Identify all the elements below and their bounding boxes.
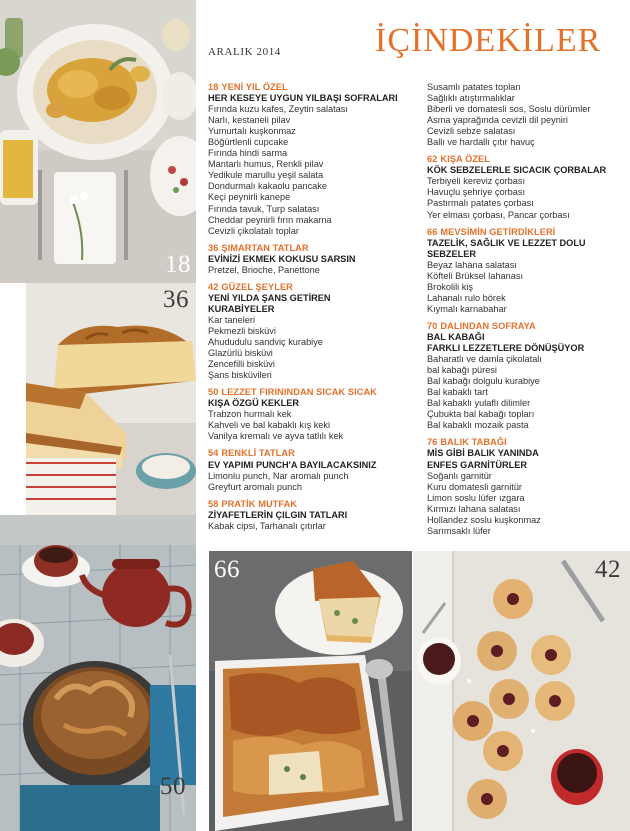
section-heading (427, 227, 622, 238)
recipe-item: Kuru domatesli garnitür (427, 481, 522, 492)
roast-chicken-illustration (0, 0, 196, 283)
recipe-item: Kar taneleri (208, 314, 255, 325)
recipe-item: Asma yaprağında cevizli dil peyniri (427, 115, 568, 126)
recipe-item: Yedikule marullu yeşil salata (208, 170, 324, 181)
recipe-item: Vanilya kremalı ve ayva tatlılı kek (208, 431, 344, 442)
toc-column-right (427, 82, 622, 543)
section-title: RENKLİ TATLAR (221, 448, 295, 459)
recipe-item: Cheddar peynirli fırın makarna (208, 214, 332, 225)
recipe-item: Sarımsaklı lüfer (427, 525, 491, 536)
section-heading (208, 448, 413, 459)
toc-section (208, 243, 413, 276)
section-title: PRATİK MUTFAK (221, 498, 298, 509)
recipe-item: Ahududulu sandviç kurabiye (208, 337, 323, 348)
section-subtitle: KURABİYELER (208, 303, 275, 314)
toc-section (427, 437, 622, 536)
recipe-item: Pekmezli bisküvi (208, 325, 276, 336)
recipe-item: Ballı ve hardallı çıtır havuç (427, 137, 535, 148)
section-title: LEZZET FIRININDAN SICAK SICAK (221, 387, 377, 398)
toc-column-left (208, 82, 413, 538)
section-subtitle: KÖK SEBZELERLE SICACIK ÇORBALAR (427, 165, 607, 176)
section-heading (208, 387, 413, 398)
page-number-50: 50 (160, 773, 186, 800)
page-number-18: 18 (165, 251, 191, 278)
recipe-item: Limon soslu lüfer ızgara (427, 492, 525, 503)
section-title: ŞIMARTAN TATLAR (221, 242, 309, 253)
section-title: BALIK TABAĞI (440, 437, 507, 448)
section-subtitle: YENİ YILDA ŞANS GETİREN (208, 292, 331, 303)
toc-section (208, 282, 413, 381)
section-heading (208, 243, 413, 254)
section-subtitle: HER KESEYE UYGUN YILBAŞI SOFRALARI (208, 93, 398, 104)
photo-brioche (26, 283, 196, 515)
section-subtitle: EV YAPIMI PUNCH'A BAYILACAKSINIZ (208, 459, 377, 470)
section-title: GÜZEL ŞEYLER (221, 281, 293, 292)
recipe-item: Köfteli Brüksel lahanası (427, 270, 524, 281)
recipe-item: Mantarlı humus, Renkli pilav (208, 159, 324, 170)
toc-section (208, 82, 413, 237)
section-page-number: 42 (208, 281, 219, 292)
photo-jam-cookies (413, 551, 630, 831)
recipe-item: Biberli ve domatesli sos, Soslu dürümler (427, 104, 591, 115)
recipe-item: Baharatlı ve damla çikolatalı (427, 354, 542, 365)
section-heading (208, 499, 413, 510)
recipe-item: Pretzel, Brioche, Panettone (208, 264, 320, 275)
recipe-item: Zencefilli bisküvi (208, 359, 275, 370)
recipe-item: Dondurmalı kakaolu pancake (208, 181, 327, 192)
recipe-item: Pastırmalı patates çorbası (427, 198, 534, 209)
section-page-number: 66 (427, 226, 438, 237)
recipe-item: Narlı, kestaneli pilav (208, 115, 291, 126)
section-page-number: 18 (208, 82, 219, 92)
toc-section (208, 499, 413, 532)
section-heading (208, 282, 413, 293)
recipe-item: Limonlu punch, Nar aromalı punch (208, 470, 349, 481)
recipe-item: Çubukta bal kabağı topları (427, 409, 535, 420)
toc-section (427, 321, 622, 431)
recipe-item: Yer elması çorbası, Pancar çorbası (427, 209, 570, 220)
section-page-number: 58 (208, 498, 219, 509)
recipe-item: Kıymalı karnabahar (427, 303, 507, 314)
recipe-item: Sağlıklı atıştırmalıklar (427, 93, 515, 104)
section-subtitle: ZİYAFETLERİN ÇILGIN TATLARI (208, 509, 348, 520)
recipe-item: Greyfurt aromalı punch (208, 481, 302, 492)
section-subtitle: MİS GİBİ BALIK YANINDA (427, 448, 539, 459)
section-heading (427, 321, 622, 332)
recipe-item: Brokolili kiş (427, 281, 473, 292)
recipe-item: Fırında hindi sarma (208, 148, 288, 159)
section-heading (427, 154, 622, 165)
page-number-42: 42 (595, 556, 621, 583)
recipe-item: Trabzon hurmalı kek (208, 409, 292, 420)
recipe-item: Glazürlü bisküvi (208, 348, 273, 359)
recipe-item: Böğürtlenli cupcake (208, 137, 289, 148)
section-title: KIŞA ÖZEL (440, 154, 490, 165)
recipe-item: Bal kabaklı yulaflı dilimler (427, 398, 531, 409)
section-page-number: 54 (208, 448, 219, 459)
recipe-item: Fırında kuzu kafes, Zeytin salatası (208, 104, 348, 115)
section-page-number: 76 (427, 437, 438, 448)
recipe-item: Kabak cipsi, Tarhanalı çıtırlar (208, 520, 326, 531)
section-subtitle: SEBZELER (427, 248, 477, 259)
section-subtitle: ENFES GARNİTÜRLER (427, 459, 528, 470)
section-subtitle: BAL KABAĞI (427, 331, 485, 342)
recipe-item: Terbiyeli kereviz çorbası (427, 176, 526, 187)
section-page-number: 50 (208, 387, 219, 398)
section-subtitle: TAZELİK, SAĞLIK VE LEZZET DOLU (427, 237, 586, 248)
recipe-item: Susamlı patates topları (427, 82, 521, 92)
recipe-item: Havuçlu şehriye çorbası (427, 187, 526, 198)
section-subtitle: EVİNİZİ EKMEK KOKUSU SARSIN (208, 253, 356, 264)
photo-roast-chicken (0, 0, 196, 283)
recipe-item: Kahveli ve bal kabaklı kış keki (208, 420, 331, 431)
section-page-number: 70 (427, 320, 438, 331)
page-number-36: 36 (163, 286, 189, 313)
borek-illustration (209, 551, 412, 831)
recipe-item: Hollandez soslu kuşkonmaz (427, 514, 541, 525)
recipe-item: Bal kabağı dolgulu kurabiye (427, 376, 540, 387)
cookies-illustration (413, 551, 630, 831)
section-page-number: 62 (427, 154, 438, 165)
toc-section (208, 448, 413, 492)
recipe-item: Lahanalı rulo börek (427, 292, 506, 303)
section-title: YENİ YIL ÖZEL (221, 82, 288, 92)
recipe-item: Bal kabaklı mozaik pasta (427, 420, 529, 431)
page-title: İÇİNDEKİLER (375, 22, 602, 59)
issue-date: ARALIK 2014 (208, 46, 281, 58)
photo-cake-and-tea (0, 515, 196, 831)
section-page-number: 36 (208, 242, 219, 253)
recipe-item: Kırmızı lahana salatası (427, 503, 521, 514)
section-subtitle: FARKLI LEZZETLERE DÖNÜŞÜYOR (427, 343, 585, 354)
recipe-item: Cevizli sebze salatası (427, 126, 516, 137)
recipe-item: Bal kabaklı tart (427, 387, 488, 398)
recipe-item: Soğanlı garnitür (427, 470, 492, 481)
section-heading (427, 437, 622, 448)
recipe-item: Şans bisküvileri (208, 370, 272, 381)
toc-section (208, 387, 413, 442)
section-heading (208, 82, 413, 93)
section-title: DALINDAN SOFRAYA (440, 320, 536, 331)
toc-section (427, 154, 622, 220)
recipe-item: Cevizli çikolatalı toplar (208, 225, 299, 236)
recipe-item: bal kabağı püresi (427, 365, 497, 376)
section-subtitle: KIŞA ÖZGÜ KEKLER (208, 398, 300, 409)
section-title: MEVSİMİN GETİRDİKLERİ (440, 226, 556, 237)
toc-continuation (427, 82, 622, 148)
recipe-item: Fırında tavuk, Turp salatası (208, 203, 320, 214)
brioche-illustration (26, 283, 196, 515)
recipe-item: Keçi peynirli kanepe (208, 192, 291, 203)
recipe-item: Yumurtalı kuşkonmaz (208, 126, 296, 137)
photo-borek (209, 551, 412, 831)
recipe-item: Beyaz lahana salatası (427, 259, 517, 270)
page-number-66: 66 (214, 556, 240, 583)
toc-section (427, 227, 622, 315)
